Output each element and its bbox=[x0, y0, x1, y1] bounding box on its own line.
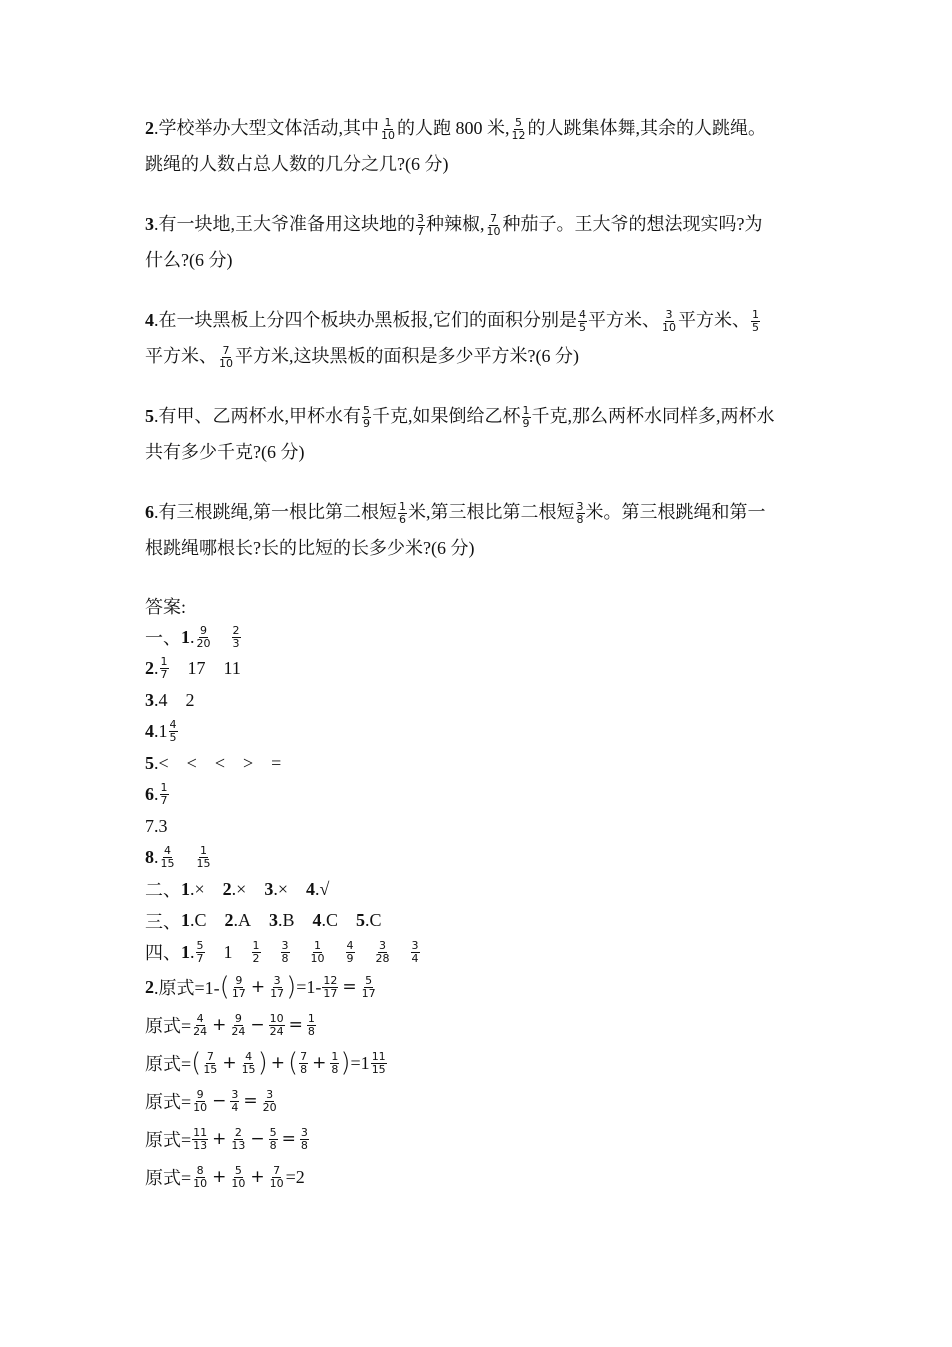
question-text: .在一块黑板上分四个板块办黑板报,它们的面积分别是 bbox=[154, 310, 577, 330]
denominator: 10 bbox=[662, 321, 676, 335]
numerator: 1 bbox=[160, 655, 168, 669]
question-5 bbox=[145, 398, 825, 470]
answer-value: .1 bbox=[154, 721, 168, 742]
numerator: 3 bbox=[266, 1087, 274, 1101]
fraction bbox=[269, 1013, 285, 1038]
numerator: 4 bbox=[164, 844, 171, 858]
numerator: 1 bbox=[314, 938, 321, 952]
numerator: 3 bbox=[300, 1125, 308, 1139]
question-number: 2 bbox=[145, 118, 154, 138]
numerator: 7 bbox=[273, 1163, 281, 1177]
answer-4-2-calc-1: 原式= $\frac{4}{24}$ + $\frac{9}{24}$ − $\frac{10}{24}$ = $\frac{1}{8}$ bbox=[145, 1011, 315, 1038]
numerator: 3 bbox=[576, 500, 584, 514]
calc-result: =2 bbox=[285, 1166, 305, 1187]
question-number: 4 bbox=[145, 310, 154, 330]
fraction bbox=[241, 1051, 257, 1076]
denominator: 10 bbox=[231, 1176, 246, 1190]
answer-1-3 bbox=[145, 685, 825, 717]
numerator: 2 bbox=[232, 623, 240, 637]
numerator: 10 bbox=[269, 1011, 284, 1025]
denominator: 10 bbox=[381, 129, 395, 143]
numerator: 7 bbox=[206, 1049, 214, 1063]
question-text: .有三根跳绳,第一根比第二根短 bbox=[154, 502, 397, 522]
numerator: 1 bbox=[331, 1049, 339, 1063]
numerator: 3 bbox=[417, 212, 424, 226]
fraction bbox=[576, 501, 585, 526]
denominator: 10 bbox=[219, 357, 233, 371]
question-text: 根跳绳哪根长?长的比短的长多少米?(6 分) bbox=[145, 538, 475, 558]
answer-value: .C bbox=[190, 910, 207, 931]
fraction bbox=[522, 405, 531, 430]
numerator: 4 bbox=[196, 1011, 204, 1025]
answer-value: .C bbox=[321, 910, 339, 931]
answer-value: 2 bbox=[185, 689, 195, 710]
fraction bbox=[232, 625, 241, 650]
denominator: 8 bbox=[576, 513, 584, 527]
answer-value: 17 bbox=[187, 658, 206, 679]
question-text: 千克,如果倒给乙杯 bbox=[372, 406, 521, 426]
answer-number: 1 bbox=[181, 910, 190, 931]
answer-1-6: 6 . $\frac{1}{7}$ bbox=[145, 781, 168, 808]
fraction bbox=[310, 940, 326, 965]
numerator: 1 bbox=[200, 844, 207, 858]
answer-1-5 bbox=[145, 748, 825, 780]
fraction bbox=[486, 213, 502, 238]
numerator: 9 bbox=[235, 973, 243, 987]
answer-4-2: 2 .原式=1- ( $\frac{9}{17}$ + $\frac{3}{17}$ ) =1- $\frac{12}{17}$ = $\frac{5}{17}$ bbox=[145, 972, 376, 1002]
question-text: 平方米,这块黑板的面积是多少平方米?(6 分) bbox=[235, 346, 579, 366]
calc-label: 原式= bbox=[145, 1130, 192, 1150]
question-text: 跳绳的人数占总人数的几分之几?(6 分) bbox=[145, 154, 449, 174]
numerator: 1 bbox=[384, 116, 392, 130]
denominator: 4 bbox=[411, 951, 419, 965]
fraction bbox=[169, 719, 178, 744]
answer-value: < bbox=[214, 752, 225, 773]
fraction bbox=[231, 975, 247, 1000]
numerator: 12 bbox=[323, 973, 338, 987]
denominator: 3 bbox=[232, 636, 240, 650]
answer-1-2: 2 . $\frac{1}{7}$ 17 11 bbox=[145, 655, 241, 682]
question-text: 平方米、 bbox=[678, 310, 750, 330]
calc-label: .原式=1- bbox=[154, 978, 220, 998]
section-prefix: 二、 bbox=[145, 880, 181, 901]
denominator: 13 bbox=[193, 1138, 208, 1152]
question-text: 的人跑 800 米, bbox=[397, 118, 510, 138]
answer-section-3 bbox=[145, 905, 825, 937]
denominator: 15 bbox=[160, 857, 175, 871]
question-text: 平方米、 bbox=[588, 310, 660, 330]
denominator: 5 bbox=[169, 731, 177, 745]
answer-value: .4 bbox=[154, 689, 168, 710]
numerator: 4 bbox=[169, 718, 177, 732]
denominator: 8 bbox=[331, 1062, 339, 1076]
answer-value: .3 bbox=[154, 815, 168, 836]
denominator: 10 bbox=[193, 1100, 208, 1114]
answer-4-2-calc-2: 原式= ( $\frac{7}{15}$ + $\frac{4}{15}$ ) + ( $\frac{7}{8}$ + $\frac{1}{8}$ ) =1 $\frac{11}{15}$ bbox=[145, 1048, 386, 1078]
answer-1-8: 8 . $\frac{4}{15}$ $\frac{1}{15}$ bbox=[145, 844, 211, 871]
fraction bbox=[751, 309, 760, 334]
numerator: 7 bbox=[490, 212, 497, 226]
fraction bbox=[362, 405, 371, 430]
numerator: 7 bbox=[300, 1049, 308, 1063]
fraction bbox=[411, 940, 420, 965]
fraction bbox=[346, 940, 355, 965]
denominator: 10 bbox=[193, 1176, 208, 1190]
answer-number: 7 bbox=[145, 815, 154, 836]
numerator: 1 bbox=[522, 404, 530, 418]
numerator: 3 bbox=[231, 1087, 239, 1101]
fraction bbox=[196, 845, 212, 870]
denominator: 15 bbox=[241, 1062, 256, 1076]
fraction bbox=[230, 1013, 246, 1038]
answer-value: > bbox=[242, 752, 254, 773]
answer-value: .× bbox=[273, 878, 288, 899]
denominator: 24 bbox=[269, 1024, 284, 1038]
fraction bbox=[252, 940, 261, 965]
answer-4-2-calc-5: 原式= $\frac{8}{10}$ + $\frac{5}{10}$ + $\frac{7}{10}$ =2 bbox=[145, 1163, 305, 1190]
question-text: 共有多少千克?(6 分) bbox=[145, 442, 305, 462]
answer-value: .× bbox=[190, 878, 205, 899]
answer-value: 11 bbox=[223, 658, 241, 679]
question-text: 米,第三根比第二根短 bbox=[408, 502, 575, 522]
question-text: 种辣椒, bbox=[426, 214, 485, 234]
numerator: 2 bbox=[234, 1125, 242, 1139]
fraction bbox=[230, 1165, 246, 1190]
answer-number: 3 bbox=[145, 689, 154, 710]
calc-label: 原式= bbox=[145, 1054, 192, 1074]
numerator: 3 bbox=[665, 308, 673, 322]
numerator: 5 bbox=[365, 973, 373, 987]
fraction bbox=[192, 1089, 208, 1114]
numerator: 3 bbox=[379, 938, 386, 952]
question-number: 3 bbox=[145, 214, 154, 234]
worksheet-page bbox=[145, 110, 825, 1196]
numerator: 3 bbox=[281, 938, 289, 952]
answer-1-4 bbox=[145, 716, 825, 748]
section-prefix: 四、 bbox=[145, 943, 181, 964]
question-text: .学校举办大型文体活动,其中 bbox=[154, 118, 379, 138]
answer-1-7 bbox=[145, 811, 825, 843]
question-text: 种茄子。王大爷的想法现实吗?为 bbox=[502, 214, 763, 234]
fraction bbox=[160, 782, 169, 807]
numerator: 8 bbox=[196, 1163, 204, 1177]
answer-4-2-calc-3: 原式= $\frac{9}{10}$ − $\frac{3}{4}$ = $\frac{3}{20}$ bbox=[145, 1087, 277, 1114]
fraction bbox=[307, 1013, 316, 1038]
denominator: 24 bbox=[193, 1024, 208, 1038]
question-3 bbox=[145, 206, 825, 278]
answer-4-2-calc-4: 原式= $\frac{11}{13}$ + $\frac{2}{13}$ − $\frac{5}{8}$ = $\frac{3}{8}$ bbox=[145, 1125, 308, 1152]
fraction bbox=[330, 1051, 339, 1076]
section-prefix: 三、 bbox=[145, 911, 181, 932]
numerator: 5 bbox=[269, 1125, 277, 1139]
denominator: 10 bbox=[269, 1176, 284, 1190]
denominator: 2 bbox=[252, 951, 260, 965]
question-text: .有一块地,王大爷准备用这块地的 bbox=[154, 214, 415, 234]
answer-number: 4 bbox=[305, 878, 315, 899]
denominator: 4 bbox=[231, 1100, 239, 1114]
numerator: 9 bbox=[200, 623, 207, 637]
denominator: 7 bbox=[417, 225, 424, 239]
numerator: 3 bbox=[273, 973, 281, 987]
calc-result: =1 bbox=[350, 1052, 370, 1073]
answer-value: .× bbox=[231, 878, 247, 899]
denominator: 15 bbox=[203, 1062, 218, 1076]
denominator: 5 bbox=[752, 321, 759, 335]
calc-label: 原式= bbox=[145, 1092, 192, 1112]
answer-number: 1 bbox=[181, 878, 190, 899]
answer-value: .< bbox=[154, 752, 169, 773]
denominator: 17 bbox=[231, 986, 246, 1000]
fraction bbox=[218, 345, 234, 370]
fraction bbox=[661, 309, 677, 334]
question-text: 平方米、 bbox=[145, 346, 217, 366]
numerator: 9 bbox=[196, 1087, 204, 1101]
answer-1-1: 一、 1 . $\frac{9}{20}$ $\frac{2}{3}$ bbox=[145, 623, 240, 650]
fraction bbox=[262, 1089, 278, 1114]
fraction bbox=[160, 656, 169, 681]
denominator: 17 bbox=[323, 986, 338, 1000]
answer-number: 2 bbox=[224, 910, 234, 931]
denominator: 15 bbox=[196, 857, 211, 871]
numerator: 1 bbox=[399, 500, 406, 514]
fraction bbox=[202, 1051, 218, 1076]
answer-value: = bbox=[271, 752, 282, 773]
section-prefix: 一、 bbox=[145, 628, 181, 649]
denominator: 7 bbox=[160, 668, 168, 682]
denominator: 8 bbox=[269, 1138, 277, 1152]
fraction bbox=[380, 117, 396, 142]
fraction bbox=[300, 1127, 309, 1152]
answer-number: 1 bbox=[181, 626, 190, 647]
fraction bbox=[375, 940, 391, 965]
denominator: 20 bbox=[262, 1100, 277, 1114]
denominator: 8 bbox=[300, 1062, 308, 1076]
numerator: 3 bbox=[411, 938, 419, 952]
fraction bbox=[196, 625, 212, 650]
numerator: 1 bbox=[160, 781, 168, 795]
question-number: 5 bbox=[145, 406, 154, 426]
fraction bbox=[361, 975, 377, 1000]
fraction bbox=[281, 940, 290, 965]
answer-number: 8 bbox=[145, 847, 154, 868]
answer-number: 3 bbox=[264, 878, 274, 899]
question-text: .有甲、乙两杯水,甲杯水有 bbox=[154, 406, 361, 426]
answer-number: 6 bbox=[145, 784, 154, 805]
answer-number: 2 bbox=[145, 976, 154, 997]
calc-text: =1- bbox=[296, 976, 322, 997]
numerator: 11 bbox=[193, 1125, 208, 1139]
question-text: 的人跳集体舞,其余的人跳绳。 bbox=[527, 118, 766, 138]
fraction bbox=[192, 1165, 208, 1190]
denominator: 12 bbox=[511, 129, 526, 143]
numerator: 7 bbox=[222, 344, 230, 358]
fraction bbox=[160, 845, 176, 870]
answer-number: 4 bbox=[312, 910, 322, 931]
denominator: 28 bbox=[375, 951, 390, 965]
answer-number: 2 bbox=[222, 878, 232, 899]
fraction bbox=[299, 1051, 308, 1076]
denominator: 17 bbox=[361, 986, 376, 1000]
fraction bbox=[269, 975, 285, 1000]
denominator: 24 bbox=[231, 1024, 246, 1038]
numerator: 4 bbox=[245, 1049, 253, 1063]
answer-number: 5 bbox=[356, 910, 366, 931]
answer-key bbox=[145, 590, 825, 1196]
denominator: 10 bbox=[486, 225, 501, 239]
fraction bbox=[578, 309, 587, 334]
denominator: 9 bbox=[363, 417, 370, 431]
fraction bbox=[511, 117, 527, 142]
denominator: 10 bbox=[310, 951, 325, 965]
fraction bbox=[269, 1165, 285, 1190]
question-text: 千克,那么两杯水同样多,两杯水 bbox=[531, 406, 775, 426]
question-text: 米。第三根跳绳和第一 bbox=[585, 502, 766, 522]
numerator: 1 bbox=[307, 1011, 315, 1025]
fraction bbox=[192, 1127, 208, 1152]
numerator: 1 bbox=[252, 938, 260, 952]
fraction bbox=[371, 1051, 387, 1076]
numerator: 11 bbox=[371, 1049, 386, 1063]
numerator: 5 bbox=[234, 1163, 242, 1177]
denominator: 8 bbox=[307, 1024, 315, 1038]
answer-section-2 bbox=[145, 874, 825, 906]
answer-4-1: 四、 1 . $\frac{5}{7}$ 1 $\frac{1}{2}$ $\frac{3}{8}$ $\frac{1}{10}$ $\frac{4}{9}$ $\frac{3}{28}$ $\frac{3}{4}$ bbox=[145, 938, 419, 965]
denominator: 7 bbox=[160, 794, 168, 808]
fraction bbox=[196, 940, 205, 965]
calc-label: 原式= bbox=[145, 1016, 192, 1036]
numerator: 9 bbox=[234, 1011, 242, 1025]
numerator: 5 bbox=[363, 404, 370, 418]
denominator: 20 bbox=[196, 636, 211, 650]
fraction bbox=[322, 975, 338, 1000]
denominator: 9 bbox=[346, 951, 354, 965]
denominator: 6 bbox=[399, 513, 406, 527]
denominator: 7 bbox=[196, 951, 204, 965]
question-2 bbox=[145, 110, 825, 182]
numerator: 5 bbox=[515, 116, 522, 130]
fraction bbox=[192, 1013, 208, 1038]
question-6 bbox=[145, 494, 825, 566]
answer-number: 5 bbox=[145, 752, 154, 773]
fraction bbox=[230, 1089, 239, 1114]
denominator: 9 bbox=[522, 417, 530, 431]
answer-value: .√ bbox=[314, 878, 330, 899]
fraction bbox=[230, 1127, 246, 1152]
denominator: 8 bbox=[281, 951, 289, 965]
denominator: 8 bbox=[300, 1138, 308, 1152]
denominator: 17 bbox=[270, 986, 285, 1000]
denominator: 5 bbox=[579, 321, 586, 335]
fraction bbox=[269, 1127, 278, 1152]
numerator: 4 bbox=[346, 938, 354, 952]
denominator: 15 bbox=[371, 1062, 386, 1076]
numerator: 5 bbox=[196, 938, 204, 952]
answer-value: .C bbox=[365, 910, 382, 931]
answer-number: 1 bbox=[181, 941, 190, 962]
calc-label: 原式= bbox=[145, 1168, 192, 1188]
answer-number: 4 bbox=[145, 721, 154, 742]
answer-value: 1 bbox=[223, 941, 233, 962]
numerator: 1 bbox=[752, 308, 759, 322]
fraction bbox=[398, 501, 407, 526]
answer-number: 2 bbox=[145, 658, 154, 679]
question-number: 6 bbox=[145, 502, 154, 522]
answer-heading: 答案: bbox=[145, 596, 187, 617]
answer-value: < bbox=[186, 752, 197, 773]
fraction bbox=[416, 213, 425, 238]
answer-value: .B bbox=[278, 910, 295, 931]
numerator: 4 bbox=[579, 308, 586, 322]
answer-value: .A bbox=[233, 910, 252, 931]
question-4 bbox=[145, 302, 825, 374]
answer-number: 3 bbox=[269, 910, 279, 931]
question-text: 什么?(6 分) bbox=[145, 250, 233, 270]
denominator: 13 bbox=[231, 1138, 246, 1152]
